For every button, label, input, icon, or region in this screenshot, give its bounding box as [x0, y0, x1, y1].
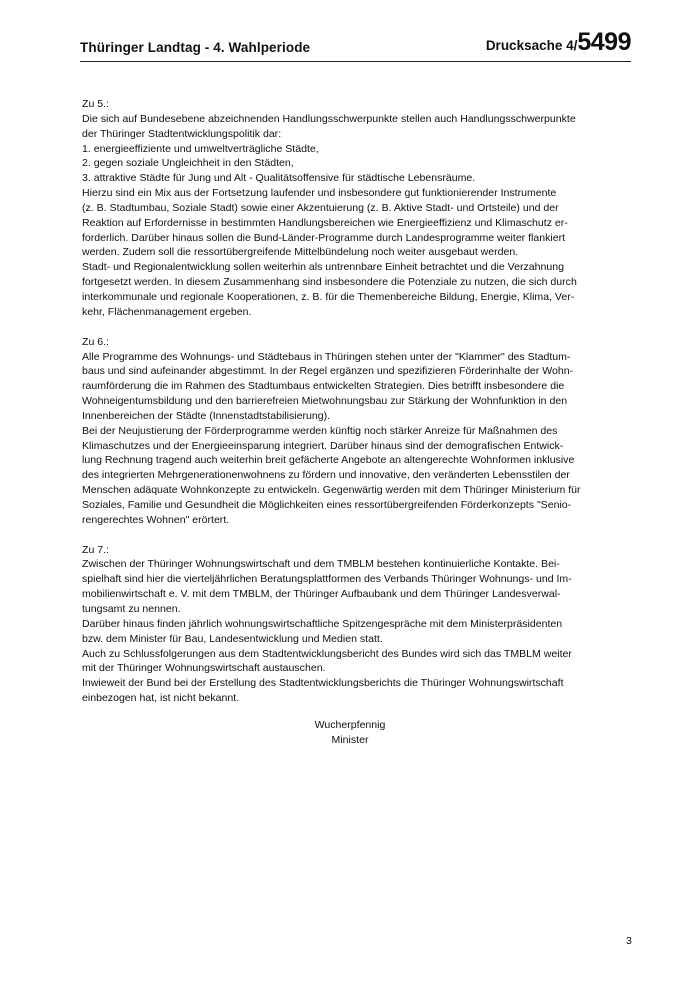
document-body: [82, 97, 634, 706]
text-line: Darüber hinaus finden jährlich wohnungswirtschaftliche Spitzengespräche mit dem Ministerpräsidenten: [82, 617, 563, 630]
text-line: mit der Thüringer Wohnungswirtschaft austauschen.: [82, 662, 326, 675]
signature-name: Wucherpfennig: [314, 719, 386, 731]
page-number: 3: [626, 935, 632, 947]
document-prefix: Drucksache 4/: [485, 38, 578, 53]
text-line: Innenbereichen der Städte (Innenstadtstabilisierung).: [82, 409, 331, 422]
text-line: spielhaft sind hier die vierteljährlichen Beratungsplattformen des Verbands Thüringer Wohnungs- und Im-: [82, 573, 572, 586]
text-line: Auch zu Schlussfolgerungen aus dem Stadtentwicklungsbericht des Bundes wird sich das TMBLM weiter: [82, 647, 572, 660]
text-line: Klimaschutzes und der Energieeinsparung integriert. Darüber hinaus sind der demografischen Entwick-: [82, 439, 564, 452]
section-heading: Zu 6.:: [82, 335, 109, 348]
text-line: des integrierten Mehrgenerationenwohnens zu fördern und innovative, den veränderten Lebensstilen der: [82, 469, 570, 482]
text-line: fortgesetzt werden. In diesem Zusammenhang sind insbesondere die Potenziale zu nutzen, die sich durch: [82, 276, 577, 289]
section-heading: Zu 7.:: [82, 543, 109, 556]
text-line: der Thüringer Stadtentwicklungspolitik dar:: [82, 127, 282, 140]
text-line: raumförderung die im Rahmen des Stadtumbaus entwickelten Strategien. Dies betrifft insbesondere die: [82, 380, 565, 393]
text-line: Reaktion auf Erfordernisse in bestimmten Handlungsbereichen wie Energieeffizienz und Klimaschutz er-: [82, 216, 568, 229]
header-divider: [80, 61, 631, 62]
text-line: (z. B. Stadtumbau, Soziale Stadt) sowie einer Akzentuierung (z. B. Aktive Stadt- und Ortsteile) und der: [82, 201, 559, 214]
text-line: werden. Zudem soll die ressortübergreifende Mittelbündelung noch weiter ausgebaut werden.: [82, 246, 519, 259]
text-line: lung Rechnung tragend auch weiterhin breit gefächerte Angebote an altengerechte Wohnformen inklusive: [82, 454, 575, 467]
text-line: Bei der Neujustierung der Förderprogramme werden künftig noch stärker Anreize für Maßnahmen des: [82, 424, 558, 437]
list-item: 3. attraktive Städte für Jung und Alt - Qualitätsoffensive für städtische Lebensräume.: [82, 172, 476, 185]
text-line: mobilienwirtschaft e. V. mit dem TMBLM, der Thüringer Aufbaubank und dem Thüringer Landesverwal-: [82, 588, 561, 601]
text-line: Inwieweit der Bund bei der Erstellung des Stadtentwicklungsberichts die Thüringer Wohnungswirtschaft: [82, 677, 564, 690]
text-line: Die sich auf Bundesebene abzeichnenden Handlungsschwerpunkte stellen auch Handlungsschwerpunkte: [82, 112, 576, 125]
text-line: rengerechtes Wohnen" erörtert.: [82, 513, 230, 526]
text-line: baus und sind aufeinander abgestimmt. In der Regel ergänzen und spezifizieren Förderinhalte der Wohn-: [82, 365, 574, 378]
document-number: [486, 28, 631, 57]
text-line: einbezogen hat, ist nicht bekannt.: [82, 692, 240, 705]
text-line: interkommunale und regionale Kooperationen, z. B. für die Themenbereiche Bildung, Energie, Klima, Ver-: [82, 290, 575, 303]
section-heading: Zu 5.:: [82, 98, 109, 110]
text-line: Hierzu sind ein Mix aus der Fortsetzung laufender und insbesondere gut funktionierender Instrumente: [82, 187, 557, 200]
text-line: tungsamt zu nennen.: [82, 603, 181, 615]
text-line: Soziales, Familie und Gesundheit die Möglichkeiten eines ressortübergreifenden Förderkonzepts "Senio-: [82, 498, 572, 511]
text-line: kehr, Flächenmanagement ergeben.: [82, 305, 252, 318]
text-line: forderlich. Darüber hinaus sollen die Bund-Länder-Programme durch Landesprogramme weiter flankiert: [82, 231, 566, 244]
header-title: Thüringer Landtag - 4. Wahlperiode: [80, 40, 311, 55]
text-line: Wohneigentumsbildung und den barrierefreien Mietwohnungsbau zur Stärkung der Wohnfunktion in den: [82, 395, 568, 408]
list-item: 2. gegen soziale Ungleichheit in den Städten,: [82, 157, 294, 170]
text-line: Stadt- und Regionalentwicklung sollen weiterhin als untrennbare Einheit betrachtet und die Verzahnung: [82, 261, 564, 274]
text-line: Alle Programme des Wohnungs- und Städtebaus in Thüringen stehen unter der "Klammer" des Stadtum-: [82, 350, 571, 363]
document-number-value: 5499: [577, 28, 631, 56]
list-item: 1. energieeffiziente und umweltverträgliche Städte,: [82, 142, 319, 155]
signature-role: Minister: [331, 733, 369, 746]
text-line: Menschen adäquate Wohnkonzepte zu entwickeln. Gegenwärtig werden mit dem Thüringer Ministerium für: [82, 484, 581, 497]
text-line: bzw. dem Minister für Bau, Landesentwicklung und Medien statt.: [82, 632, 383, 645]
signature-block: [270, 718, 430, 748]
text-line: Zwischen der Thüringer Wohnungswirtschaft und dem TMBLM bestehen kontinuierliche Kontakte. Bei-: [82, 558, 560, 571]
